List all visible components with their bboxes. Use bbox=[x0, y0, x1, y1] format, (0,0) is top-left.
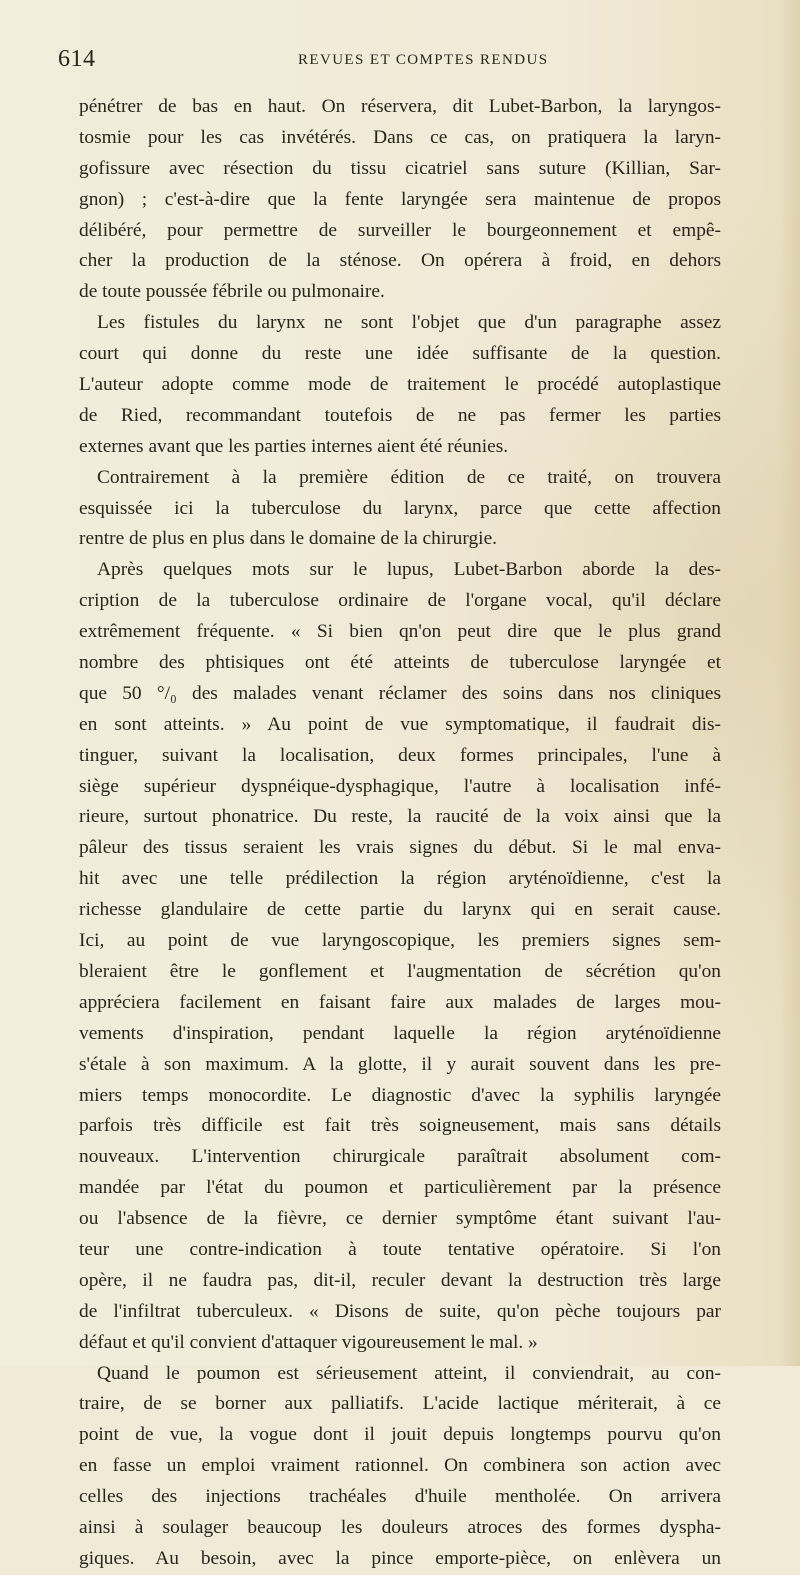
text-line: Après quelques mots sur le lupus, Lubet-Barbon aborde la des- bbox=[97, 559, 721, 581]
text-line: teur une contre-indication à toute tentative opératoire. Si l'on bbox=[79, 1238, 721, 1260]
page-edge-shadow bbox=[778, 0, 800, 1366]
text-line: point de vue, la vogue dont il jouit depuis longtemps pourvu qu'on bbox=[79, 1424, 721, 1446]
text-line: gnon) ; c'est-à-dire que la fente laryngée sera maintenue de propos bbox=[79, 188, 721, 210]
text-line: Ici, au point de vue laryngoscopique, les premiers signes sem- bbox=[79, 930, 721, 952]
text-line: L'auteur adopte comme mode de traitement le procédé autoplastique bbox=[79, 374, 721, 396]
text-line: de l'infiltrat tuberculeux. « Disons de suite, qu'on pèche toujours par bbox=[79, 1300, 721, 1322]
text-line: mandée par l'état du poumon et particulièrement par la présence bbox=[79, 1177, 721, 1199]
text-line: cher la production de la sténose. On opérera à froid, en dehors bbox=[79, 250, 721, 272]
text-line: bleraient être le gonflement et l'augmentation de sécrétion qu'on bbox=[79, 960, 721, 982]
text-line: pâleur des tissus seraient les vrais signes du début. Si le mal enva- bbox=[79, 837, 721, 859]
text-line: en sont atteints. » Au point de vue symptomatique, il faudrait dis- bbox=[79, 713, 721, 735]
text-line: esquissée ici la tuberculose du larynx, parce que cette affection bbox=[79, 497, 721, 519]
text-line: s'étale à son maximum. A la glotte, il y aurait souvent dans les pre- bbox=[79, 1053, 721, 1075]
text-line: court qui donne du reste une idée suffisante de la question. bbox=[79, 343, 721, 365]
running-head: REVUES ET COMPTES RENDUS bbox=[298, 52, 549, 68]
text-line: nombre des phtisiques ont été atteints de tuberculose laryngée et bbox=[79, 652, 721, 674]
text-line: Les fistules du larynx ne sont l'objet que d'un paragraphe assez bbox=[97, 312, 721, 334]
text-line: celles des injections trachéales d'huile mentholée. On arrivera bbox=[79, 1486, 721, 1508]
body-text bbox=[79, 92, 721, 1575]
page-header bbox=[58, 46, 738, 76]
text-line: hit avec une telle prédilection la région aryténoïdienne, c'est la bbox=[79, 868, 721, 890]
text-line: traire, de se borner aux palliatifs. L'acide lactique mériterait, à ce bbox=[79, 1393, 721, 1415]
text-line: vements d'inspiration, pendant laquelle la région aryténoïdienne bbox=[79, 1022, 721, 1044]
text-line: ou l'absence de la fièvre, ce dernier symptôme étant suivant l'au- bbox=[79, 1208, 721, 1230]
text-line: giques. Au besoin, avec la pince emporte-pièce, on enlèvera un bbox=[79, 1547, 721, 1569]
text-line: externes avant que les parties internes aient été réunies. bbox=[79, 435, 509, 457]
text-line: de toute poussée fébrile ou pulmonaire. bbox=[79, 281, 385, 303]
text-line: Quand le poumon est sérieusement atteint, il conviendrait, au con- bbox=[97, 1362, 721, 1384]
text-line: tinguer, suivant la localisation, deux formes principales, l'une à bbox=[79, 744, 721, 766]
text-line: gofissure avec résection du tissu cicatriel sans suture (Killian, Sar- bbox=[79, 157, 721, 179]
text-line: pénétrer de bas en haut. On réservera, dit Lubet-Barbon, la laryngos- bbox=[79, 96, 721, 117]
text-line: délibéré, pour permettre de surveiller le bourgeonnement et empê- bbox=[79, 219, 721, 241]
text-line: en fasse un emploi vraiment rationnel. On combinera son action avec bbox=[79, 1455, 721, 1477]
text-line: tosmie pour les cas invétérés. Dans ce cas, on pratiquera la laryn- bbox=[79, 126, 721, 148]
text-line: miers temps monocordite. Le diagnostic d'avec la syphilis laryngée bbox=[79, 1084, 721, 1106]
text-line: rentre de plus en plus dans le domaine de la chirurgie. bbox=[79, 528, 498, 550]
text-line: défaut et qu'il convient d'attaquer vigoureusement le mal. » bbox=[79, 1331, 538, 1353]
text-line: ainsi à soulager beaucoup les douleurs atroces des formes dyspha- bbox=[79, 1516, 721, 1538]
text-line: extrêmement fréquente. « Si bien qn'on peut dire que le plus grand bbox=[79, 621, 721, 643]
text-line: rieure, surtout phonatrice. Du reste, la raucité de la voix ainsi que la bbox=[79, 806, 721, 828]
text-line: que 50 °/₀ des malades venant réclamer des soins dans nos cliniques bbox=[79, 682, 721, 704]
text-line: Contrairement à la première édition de ce traité, on trouvera bbox=[97, 466, 721, 488]
text-line: de Ried, recommandant toutefois de ne pas fermer les parties bbox=[79, 404, 721, 426]
text-line: richesse glandulaire de cette partie du larynx qui en serait cause. bbox=[79, 899, 721, 921]
text-line: siège supérieur dyspnéique-dysphagique, l'autre à localisation infé- bbox=[79, 775, 721, 797]
text-line: parfois très difficile est fait très soigneusement, mais sans détails bbox=[79, 1115, 721, 1137]
text-line: nouveaux. L'intervention chirurgicale paraîtrait absolument com- bbox=[79, 1146, 721, 1168]
text-line: appréciera facilement en faisant faire aux malades de larges mou- bbox=[79, 991, 721, 1013]
page-number: 614 bbox=[58, 46, 96, 72]
text-line: opère, il ne faudra pas, dit-il, reculer devant la destruction très large bbox=[79, 1269, 721, 1291]
text-line: cription de la tuberculose ordinaire de l'organe vocal, qu'il déclare bbox=[79, 590, 721, 612]
